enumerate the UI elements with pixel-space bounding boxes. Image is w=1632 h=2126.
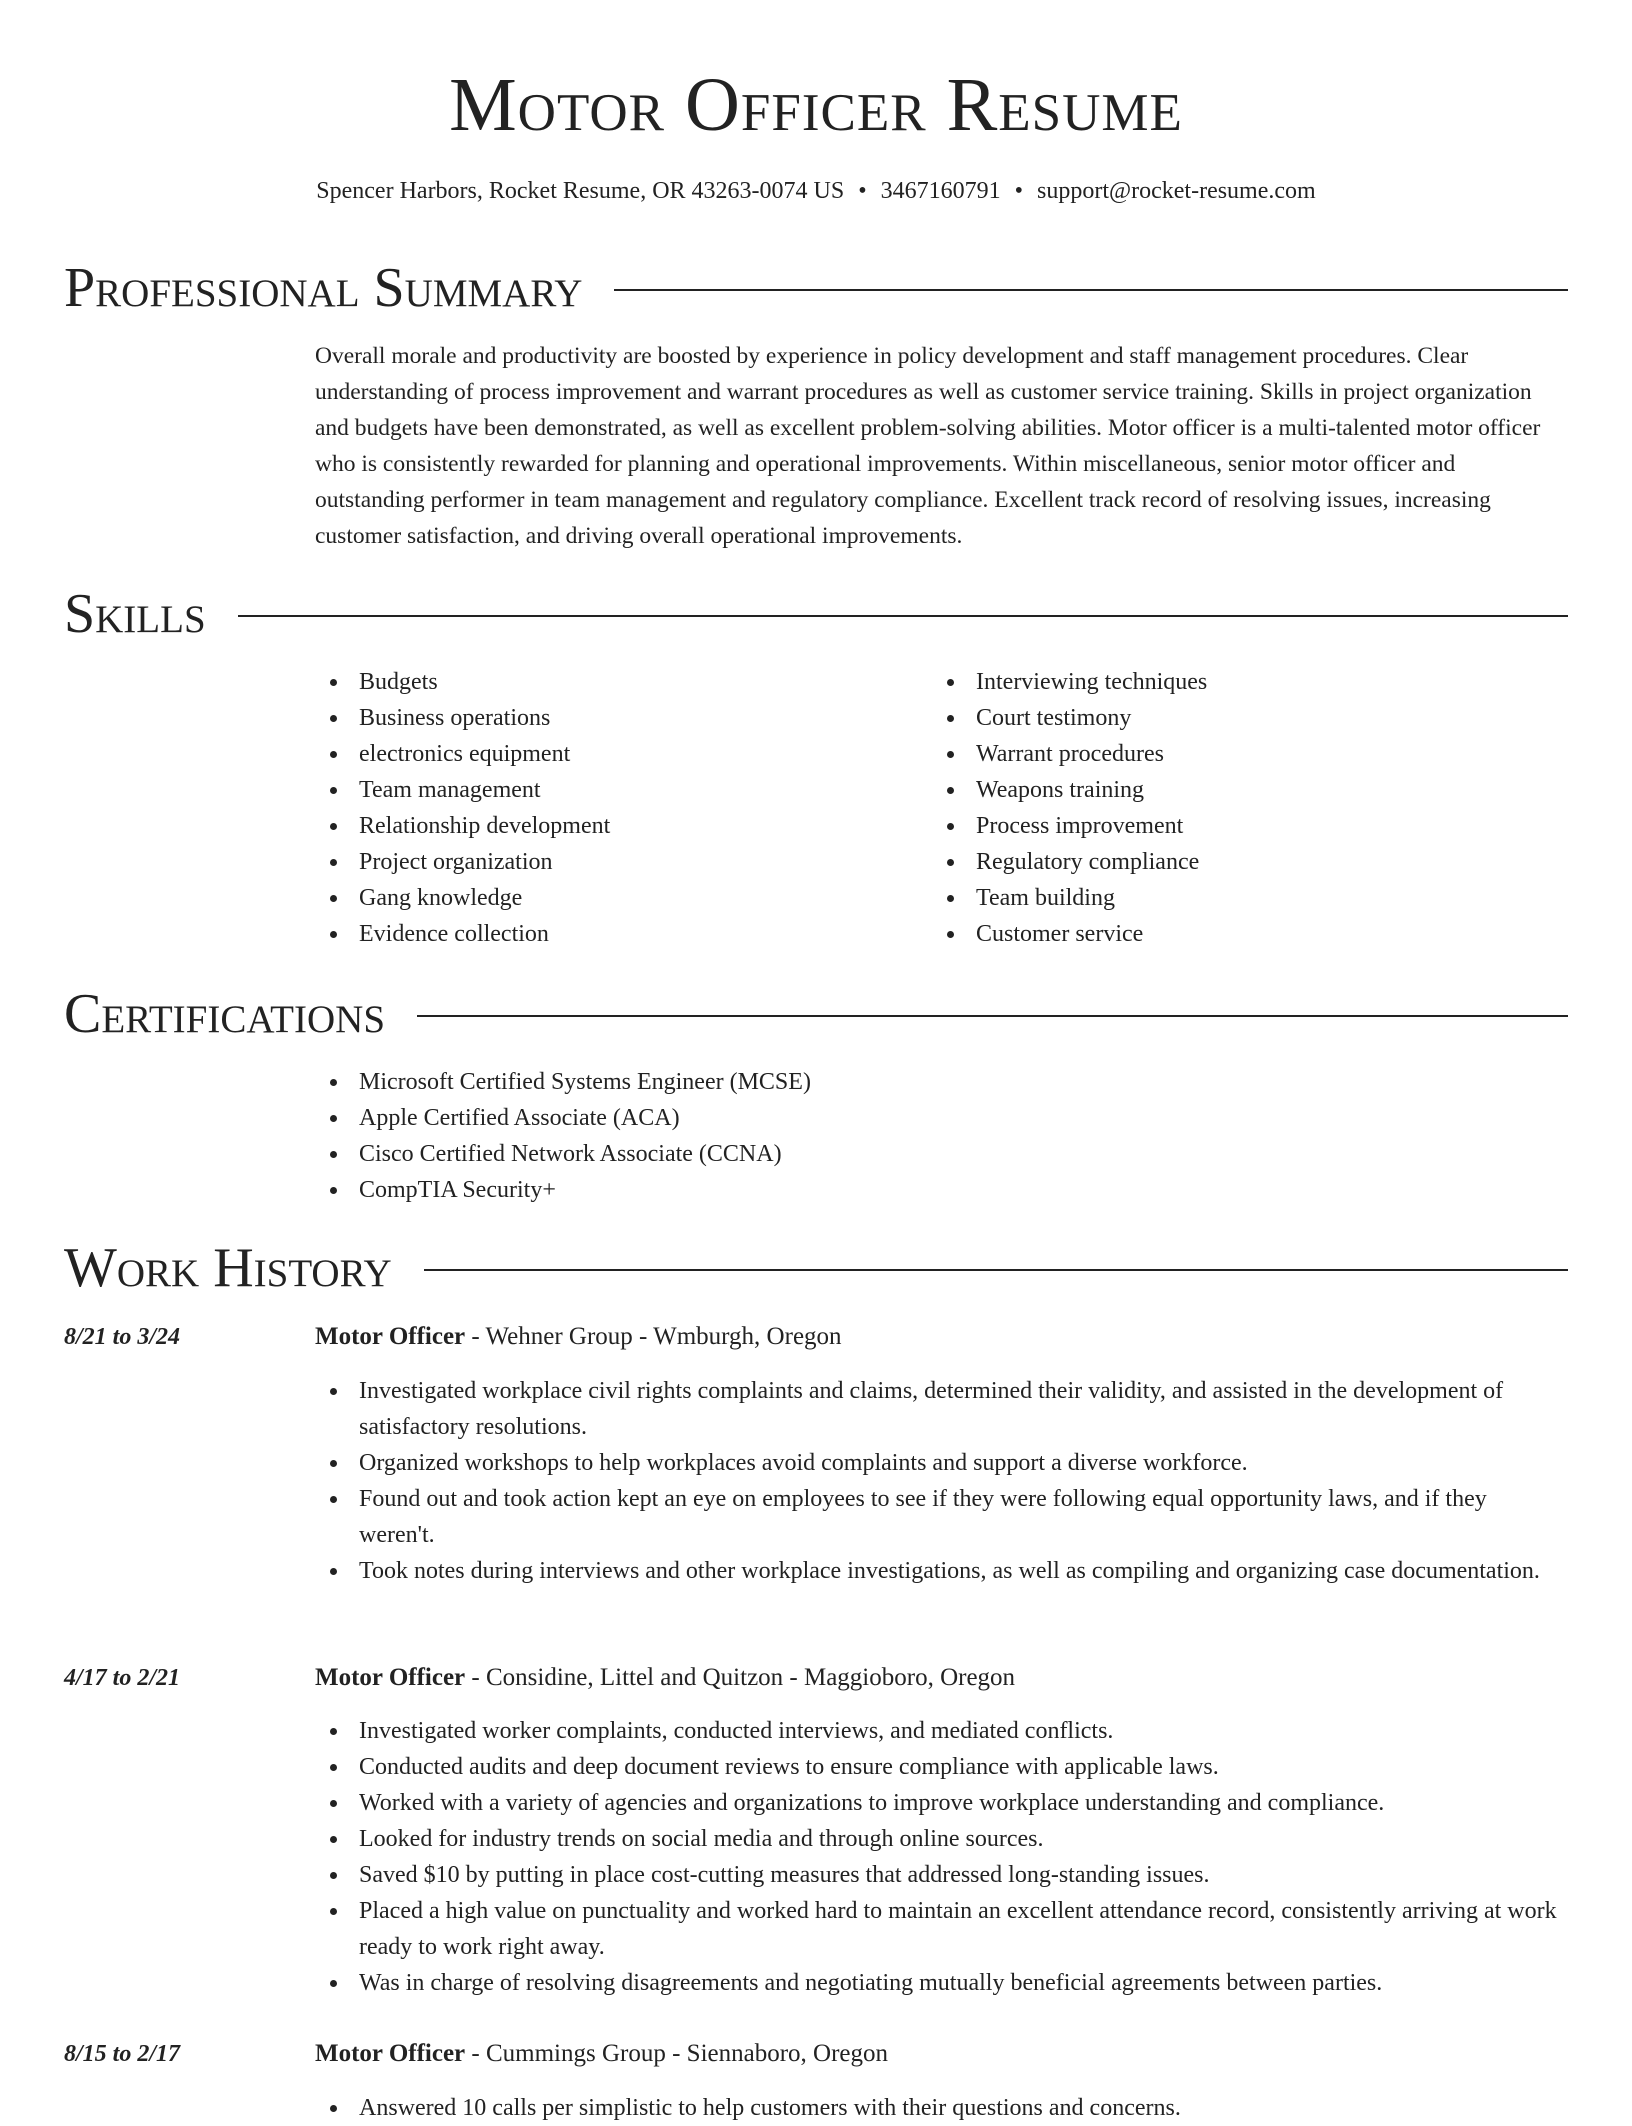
job-bullet: Found out and took action kept an eye on employees to see if they were following equal opportunity laws, and if they weren't. <box>315 1481 1568 1553</box>
job-bullet: Conducted audits and deep document reviews to ensure compliance with applicable laws. <box>315 1749 1568 1785</box>
section-divider <box>238 615 1568 617</box>
section-header-work-history <box>64 1236 1568 1300</box>
section-title: Work History <box>64 1237 392 1299</box>
job-role: Motor Officer <box>315 1664 466 1691</box>
certification-item: CompTIA Security+ <box>315 1172 1568 1208</box>
skill-item: Team management <box>315 772 915 808</box>
section-title: Certifications <box>64 983 386 1045</box>
job-heading <box>315 1662 1568 1694</box>
contact-address: Spencer Harbors, Rocket Resume, OR 43263-0074 US <box>316 178 845 204</box>
skills-list-left <box>315 664 915 952</box>
job-bullet: Saved $10 by putting in place cost-cutting measures that addressed long-standing issues. <box>315 1857 1568 1893</box>
skill-item: Gang knowledge <box>315 880 915 916</box>
contact-phone: 3467160791 <box>880 178 1001 204</box>
job-details: - Wehner Group - Wmburgh, Oregon <box>465 1323 842 1350</box>
skill-item: Process improvement <box>932 808 1532 844</box>
job-bullet: Placed a high value on punctuality and worked hard to maintain an excellent attendance record, consistently arriving at work ready to work right away. <box>315 1893 1568 1965</box>
skill-item: Evidence collection <box>315 916 915 952</box>
contact-line <box>0 175 1632 207</box>
job-details: - Considine, Littel and Quitzon - Maggioboro, Oregon <box>465 1664 1016 1691</box>
certification-item: Cisco Certified Network Associate (CCNA) <box>315 1136 1568 1172</box>
section-header-skills <box>64 582 1568 646</box>
skill-item: Relationship development <box>315 808 915 844</box>
job-dates: 4/17 to 2/21 <box>64 1665 181 1691</box>
section-title: Skills <box>64 583 206 645</box>
job-bullet: Answered 10 calls per simplistic to help customers with their questions and concerns. <box>315 2090 1568 2126</box>
skill-item: Weapons training <box>932 772 1532 808</box>
job-bullets <box>315 1373 1568 1589</box>
job-bullet: Was in charge of resolving disagreements and negotiating mutually beneficial agreements between parties. <box>315 1965 1568 2001</box>
certifications-list <box>315 1064 1568 1208</box>
job-bullet: Investigated worker complaints, conducted interviews, and mediated conflicts. <box>315 1713 1568 1749</box>
job-bullet: Investigated workplace civil rights complaints and claims, determined their validity, and assisted in the development of satisfactory resolutions. <box>315 1373 1568 1445</box>
section-header-summary <box>64 256 1568 320</box>
job-bullets <box>315 2090 1568 2126</box>
skill-item: Business operations <box>315 700 915 736</box>
skill-item: electronics equipment <box>315 736 915 772</box>
job-heading <box>315 1321 1568 1353</box>
section-divider <box>614 289 1568 291</box>
job-role: Motor Officer <box>315 2040 466 2067</box>
section-header-certifications <box>64 982 1568 1046</box>
skill-item: Court testimony <box>932 700 1532 736</box>
job-bullets <box>315 1713 1568 2001</box>
skill-item: Project organization <box>315 844 915 880</box>
skill-item: Team building <box>932 880 1532 916</box>
skill-item: Regulatory compliance <box>932 844 1532 880</box>
section-title: Professional Summary <box>64 257 583 319</box>
job-details: - Cummings Group - Siennaboro, Oregon <box>465 2040 889 2067</box>
job-bullet: Took notes during interviews and other workplace investigations, as well as compiling and organizing case documentation. <box>315 1553 1568 1589</box>
skill-item: Customer service <box>932 916 1532 952</box>
job-bullet: Organized workshops to help workplaces avoid complaints and support a diverse workforce. <box>315 1445 1568 1481</box>
contact-separator: • <box>1014 178 1024 204</box>
job-dates: 8/21 to 3/24 <box>64 1324 181 1350</box>
section-divider <box>417 1015 1568 1017</box>
skill-item: Budgets <box>315 664 915 700</box>
skill-item: Interviewing techniques <box>932 664 1532 700</box>
section-divider <box>424 1269 1568 1271</box>
contact-email: support@rocket-resume.com <box>1037 178 1316 204</box>
job-bullet: Looked for industry trends on social media and through online sources. <box>315 1821 1568 1857</box>
resume-title: Motor Officer Resume <box>449 63 1183 147</box>
certification-item: Apple Certified Associate (ACA) <box>315 1100 1568 1136</box>
job-heading <box>315 2038 1568 2070</box>
job-bullet: Worked with a variety of agencies and organizations to improve workplace understanding and compliance. <box>315 1785 1568 1821</box>
job-dates: 8/15 to 2/17 <box>64 2041 181 2067</box>
skill-item: Warrant procedures <box>932 736 1532 772</box>
summary-text: Overall morale and productivity are boosted by experience in policy development and staff management procedures. Clear understanding of process improvement and warrant procedures as well as customer service training. Skills in project organization and budgets have been demonstrated, as well as excellent problem-solving abilities. Motor officer is a multi-talented motor officer who is consistently rewarded for planning and operational improvements. Within miscellaneous, senior motor officer and outstanding performer in team management and regulatory compliance. Excellent track record of resolving issues, increasing customer satisfaction, and driving overall operational improvements. <box>315 343 1541 549</box>
job-role: Motor Officer <box>315 1323 466 1350</box>
skills-list-right <box>932 664 1532 952</box>
certification-item: Microsoft Certified Systems Engineer (MCSE) <box>315 1064 1568 1100</box>
contact-separator: • <box>858 178 867 204</box>
